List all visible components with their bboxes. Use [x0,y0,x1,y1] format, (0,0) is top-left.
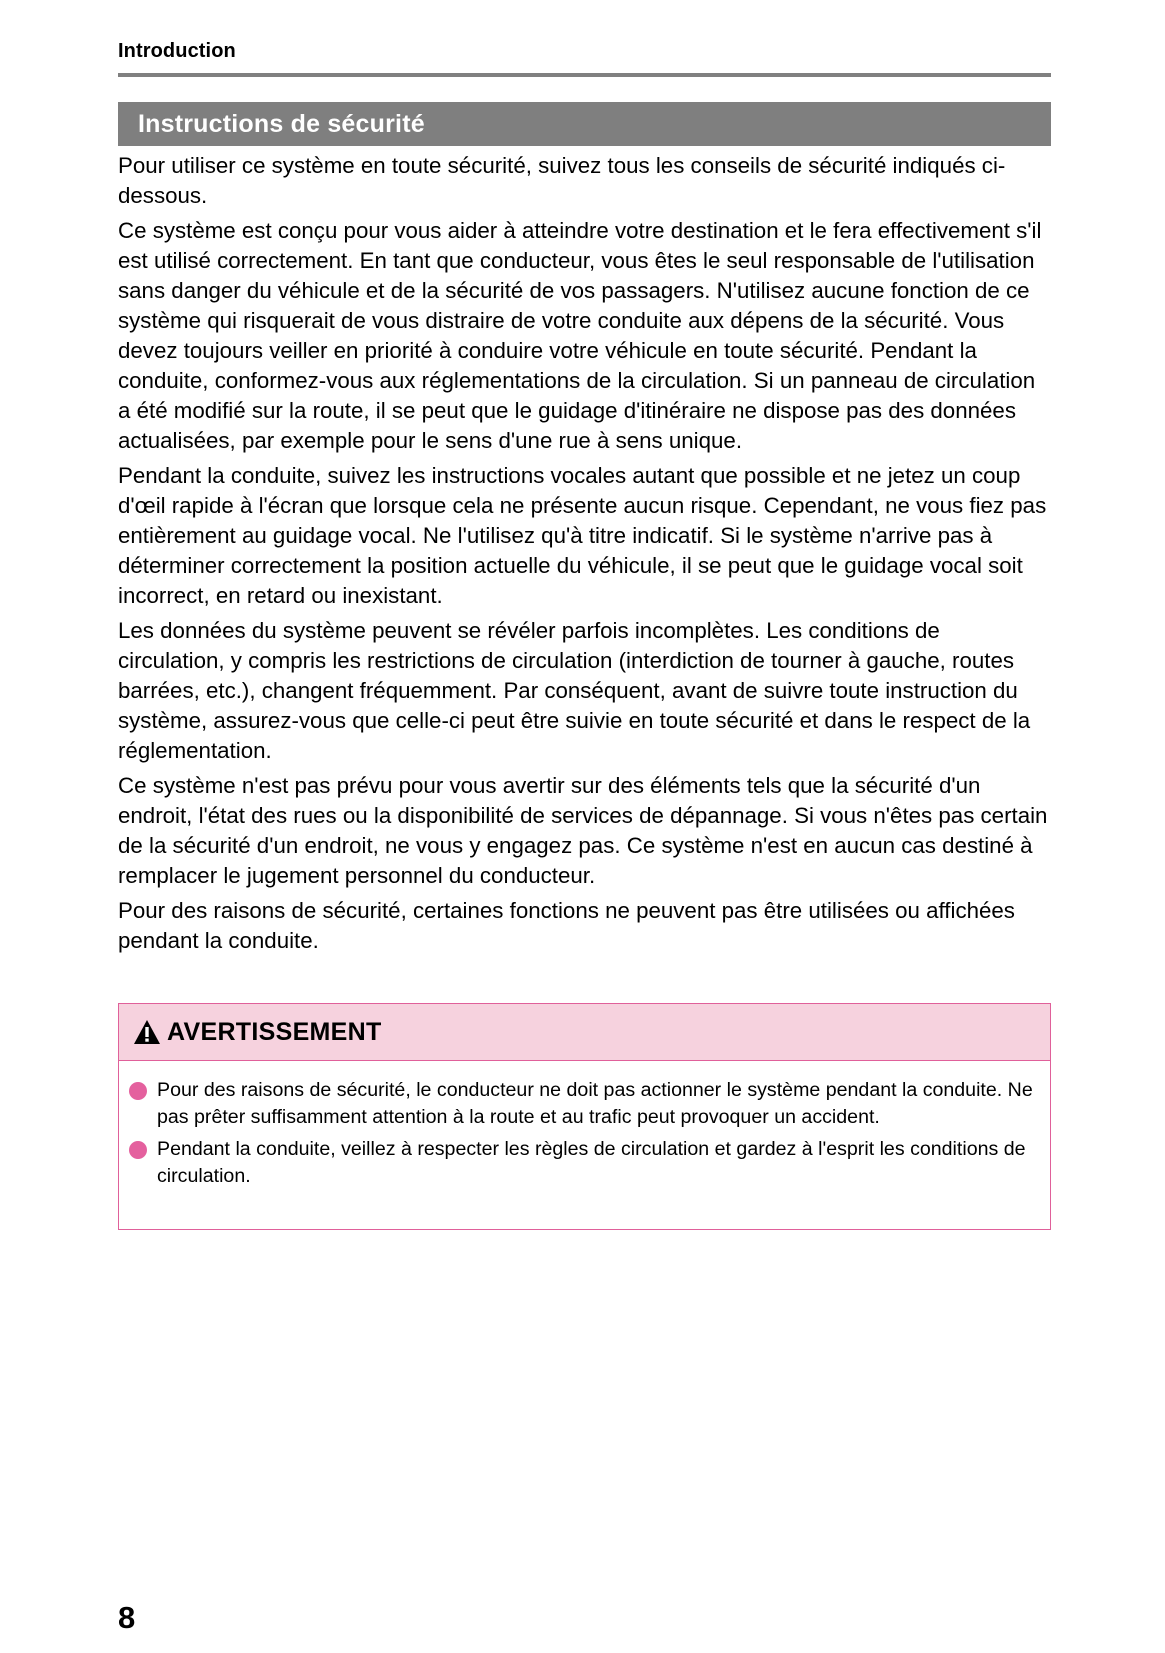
paragraph: Pour des raisons de sécurité, certaines fonctions ne peuvent pas être utilisées ou affichées pendant la conduite. [118,898,1015,953]
warning-item [129,1077,1034,1130]
warning-box [118,1003,1051,1230]
warning-triangle-icon [133,1019,161,1045]
warning-item [129,1136,1034,1189]
page-number: 8 [118,1600,136,1635]
warning-title: AVERTISSEMENT [167,1017,382,1046]
warning-list [119,1061,1050,1189]
bullet-icon [129,1141,147,1159]
header-divider [118,73,1051,77]
bullet-icon [129,1082,147,1100]
section-title-bar [118,102,1051,146]
paragraph: Les données du système peuvent se révéler parfois incomplètes. Les conditions de circulation, y compris les restrictions de circulation (interdiction de tourner à gauche, routes barrées, etc.), changent fréquemment. Par conséquent, avant de suivre toute instruction du système, assurez-vous que celle-ci peut être suivie en toute sécurité et dans le respect de la réglementation. [118,618,1031,763]
section-title: Instructions de sécurité [138,109,425,138]
warning-header [119,1004,1050,1061]
body-text [118,151,1051,961]
warning-item-text: Pour des raisons de sécurité, le conducteur ne doit pas actionner le système pendant la conduite. Ne pas prêter suffisamment attention à la route et au trafic peut provoquer un accident. [157,1079,1033,1128]
running-header: Introduction [118,40,236,62]
paragraph: Ce système est conçu pour vous aider à atteindre votre destination et le fera effectivement s'il est utilisé correctement. En tant que conducteur, vous êtes le seul responsable de l'utilisation sans danger du véhicule et de la sécurité de vos passagers. N'utilisez aucune fonction de ce système qui risquerait de vous distraire de votre conduite aux dépens de la sécurité. Vous devez toujours veiller en priorité à conduire votre véhicule en toute sécurité. Pendant la conduite, conformez-vous aux réglementations de la circulation. Si un panneau de circulation a été modifié sur la route, il se peut que le guidage d'itinéraire ne dispose pas des données actualisées, par exemple pour le sens d'une rue à sens unique. [118,218,1042,453]
warning-item-text: Pendant la conduite, veillez à respecter les règles de circulation et gardez à l'esprit les conditions de circulation. [157,1138,1026,1187]
paragraph: Pour utiliser ce système en toute sécurité, suivez tous les conseils de sécurité indiqués ci-dessous. [118,153,1006,208]
paragraph: Ce système n'est pas prévu pour vous avertir sur des éléments tels que la sécurité d'un endroit, l'état des rues ou la disponibilité de services de dépannage. Si vous n'êtes pas certain de la sécurité d'un endroit, ne vous y engagez pas. Ce système n'est en aucun cas destiné à remplacer le jugement personnel du conducteur. [118,773,1048,888]
paragraph: Pendant la conduite, suivez les instructions vocales autant que possible et ne jetez un coup d'œil rapide à l'écran que lorsque cela ne présente aucun risque. Cependant, ne vous fiez pas entièrement au guidage vocal. Ne l'utilisez qu'à titre indicatif. Si le système n'arrive pas à déterminer correctement la position actuelle du véhicule, il se peut que le guidage vocal soit incorrect, en retard ou inexistant. [118,463,1047,608]
